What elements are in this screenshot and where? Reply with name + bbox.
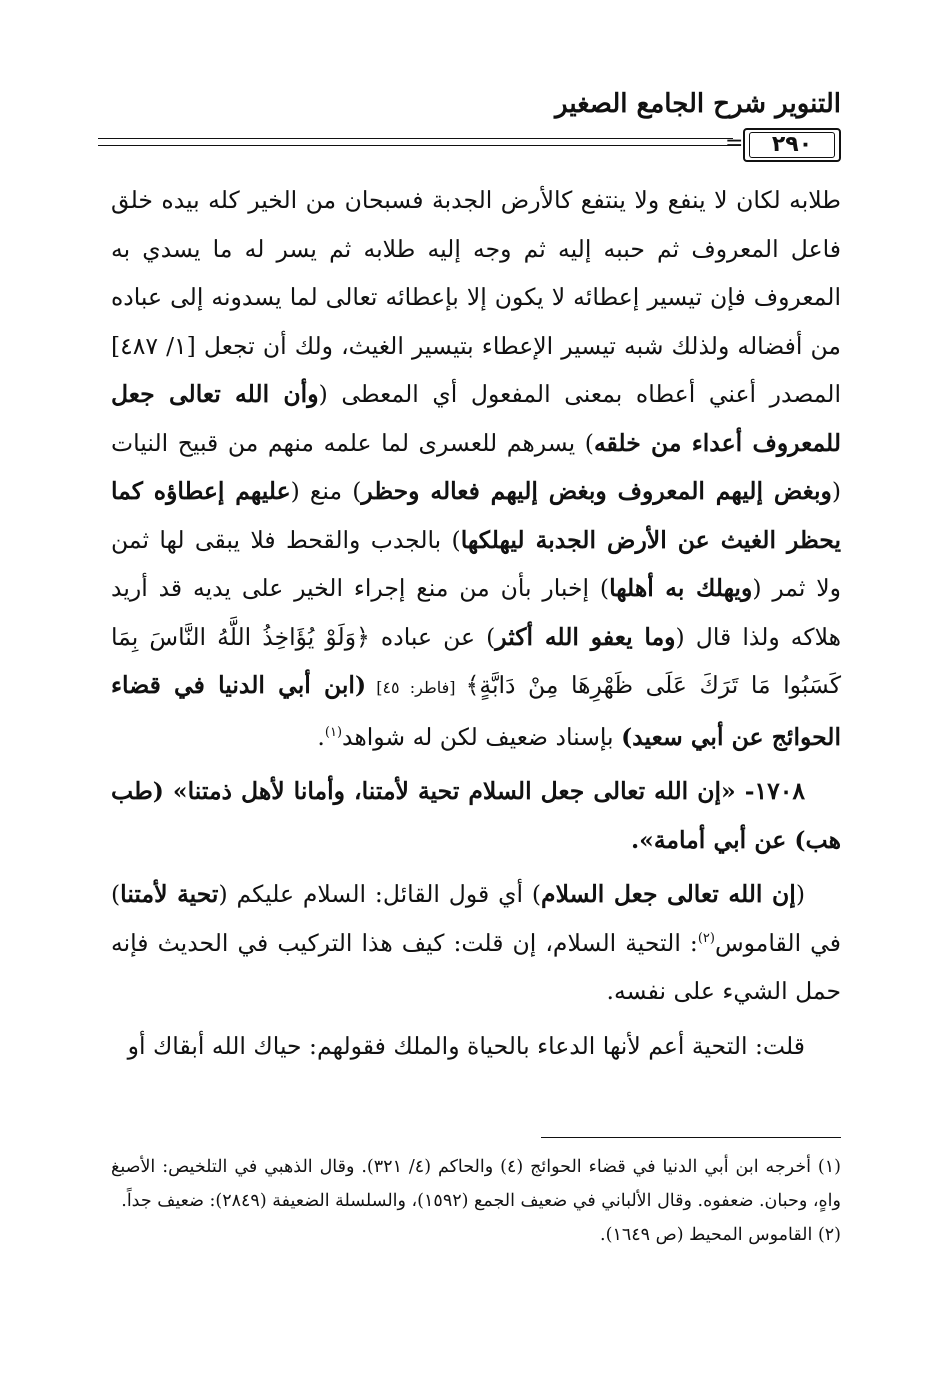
footnote-marker-1[interactable]: (١): [324, 724, 343, 740]
footnotes: [111, 1150, 841, 1252]
hadith-entry-1708: [111, 767, 841, 864]
header-rule-bottom: [98, 145, 733, 146]
text-run: ) عن عباده: [369, 622, 496, 651]
hadith-quote: وبغض إليهم المعروف وبغض إليهم فعاله وحظر: [361, 477, 832, 505]
hadith-text: «إن الله تعالى جعل السلام تحية لأمتنا، وأمانا لأهل ذمتنا» (طب هب) عن أبي أمامة».: [111, 777, 841, 854]
text-run: ) في القاموس: [111, 880, 841, 957]
text-run: .: [317, 722, 325, 751]
text-run: (: [795, 880, 805, 908]
text-run: : التحية السلام، إن قلت: كيف هذا التركيب في الحديث فإنه حمل الشيء على نفسه.: [111, 928, 841, 1005]
page-number: ٢٩٠: [771, 132, 813, 157]
text-run: ) منع (: [290, 477, 362, 505]
footnote-2: (٢) القاموس المحيط (ص ١٦٤٩).: [600, 1225, 841, 1245]
text-run: ) يسرهم للعسرى لما علمه منهم من قبيح النيات (: [111, 428, 842, 505]
text-run: بإسناد ضعيف لكن له شواهد: [342, 722, 622, 751]
hadith-quote: عليهم إعطاؤه كما يحظر الغيث عن الأرض الجدبة ليهلكها: [111, 477, 841, 554]
hadith-quote: ويهلك به أهلها: [609, 574, 753, 602]
hadith-quote: إن الله تعالى جعل السلام: [541, 880, 796, 908]
quran-verse: ﴿وَلَوْ يُؤَاخِذُ اللَّهُ النَّاسَ بِمَا كَسَبُوا مَا تَرَكَ عَلَى ظَهْرِهَا مِنْ دَابَّةٍ﴾: [111, 622, 842, 699]
main-text: [111, 176, 841, 1070]
hadith-number: ١٧٠٨-: [735, 777, 806, 805]
header-ornament: =: [725, 131, 744, 156]
running-header-title: التنوير شرح الجامع الصغير: [555, 89, 841, 119]
page-number-box: [725, 128, 841, 162]
text-run: ) أي قول القائل: السلام عليكم (: [218, 880, 542, 908]
commentary-paragraph-2: [111, 870, 841, 1016]
verse-reference: [فاطر: ٤٥]: [366, 678, 466, 697]
hadith-quote: وما يعفو الله أكثر: [495, 622, 676, 651]
header-rule-top: [98, 138, 733, 139]
footnote-separator: [541, 1137, 841, 1138]
text-run: طلابه لكان لا ينفع ولا ينتفع كالأرض الجدبة فسبحان من الخير كله بيده خلق فاعل المعروف ثم حببه إليه ثم وجه إليه طلابه ثم يسر له ما يسدي به المعروف فإن تيسير إعطائه لا يكون إلا بإعطائه تعالى لما يسدونه إلى عباده من أفضاله ولذلك شبه تيسير الإعطاء بتيسير الغيث، ولك أن تجعل [١/ ٤٨٧] المصدر أعني أعطاه بمعنى المفعول أي المعطى (: [111, 186, 841, 408]
hadith-source: (ابن أبي الدنيا في قضاء الحوائج عن أبي سعيد): [111, 671, 841, 751]
footnote-1: (١) أخرجه ابن أبي الدنيا في قضاء الحوائج (٤) والحاكم (٤/ ٣٢١). وقال الذهبي في التلخيص: الأصبغ واهٍ، وحبان. ضعفوه. وقال الألباني في ضعيف الجمع (١٥٩٢)، والسلسلة الضعيفة (٢٨٤٩): ضعيف جداً.: [111, 1157, 841, 1211]
footnote-marker-2[interactable]: (٢): [697, 930, 715, 946]
hadith-quote: تحية لأمتنا: [120, 880, 219, 908]
text-run: ) إخبار بأن من منع إجراء الخير على يديه قد أريد هلاكه ولذا قال (: [111, 574, 842, 651]
text-run: ) بالجدب والقحط فلا يبقى لها ثمن ولا ثمر (: [111, 525, 841, 602]
commentary-paragraph-1: [111, 176, 841, 761]
hadith-quote: وأن الله تعالى جعل للمعروف أعداء من خلقه: [111, 380, 841, 457]
commentary-paragraph-3: قلت: التحية أعم لأنها الدعاء بالحياة والملك فقولهم: حياك الله أبقاك أو: [127, 1031, 805, 1060]
